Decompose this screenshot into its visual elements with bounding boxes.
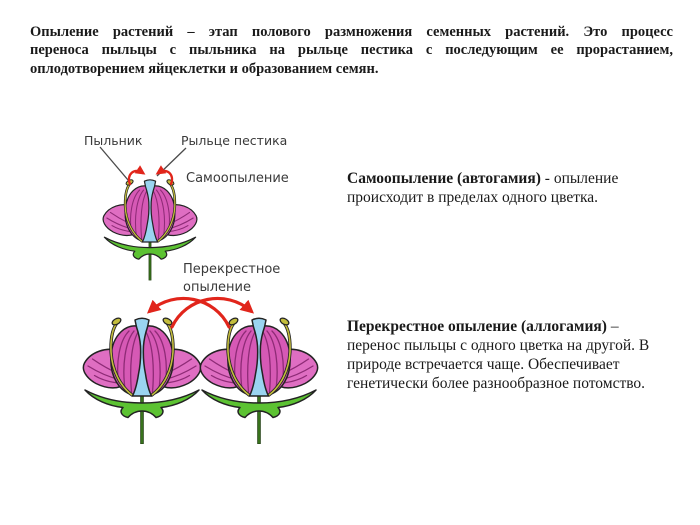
anther-pointer-line [100, 147, 128, 180]
label-self-pollination: Самоопыление [186, 171, 289, 186]
intro-line: Опыление растений – этап полового размножения семенных растений. Это процесс [30, 24, 673, 40]
label-cross-pollination [183, 261, 280, 296]
self-pollination-term: Самоопыление (автогамия) [347, 170, 541, 187]
intro-line: переноса пыльцы с пыльника на рыльце пестика с последующим ее прорастанием, [30, 42, 673, 59]
cross-pollination-description [347, 317, 652, 393]
cross-pollination-text: – перенос пыльцы с одного цветка на другой. В природе встречается чаще. Обеспечивает генетически более разнообразное потомство. [347, 318, 650, 392]
flower-bottom-right [200, 317, 317, 444]
label-cross-pollination-line1: Перекрестное [183, 262, 281, 277]
label-anther: Пыльник [84, 133, 143, 148]
cross-pollination-arrow-left-to-right [172, 298, 251, 327]
cross-pollination-term: Перекрестное опыление (аллогамия) [347, 318, 607, 335]
self-pollination-text: - опыление происходит в пределах одного цветка. [347, 170, 619, 206]
flower-bottom-left [83, 317, 200, 444]
self-pollination-description [347, 169, 637, 207]
label-stigma: Рыльце пестика [181, 133, 288, 148]
cross-pollination-arrow-right-to-left [150, 298, 229, 327]
intro-line: оплодотворением яйцеклетки и образованием семян. [30, 60, 379, 77]
label-cross-pollination-line2: опыление [183, 279, 251, 295]
